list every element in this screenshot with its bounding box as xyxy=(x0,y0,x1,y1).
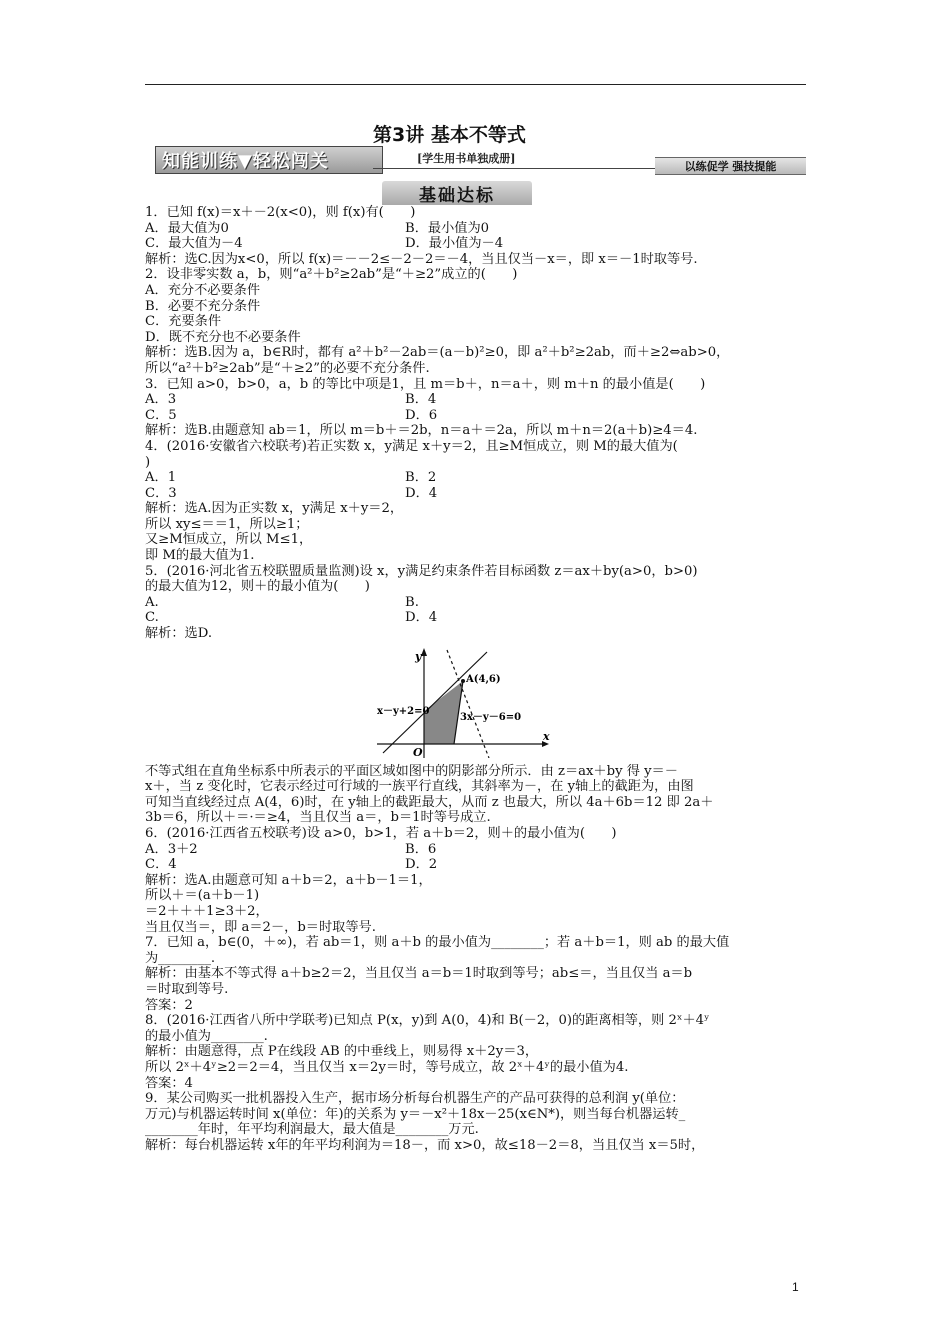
option-text: A．3 xyxy=(145,392,177,408)
option-text: B．4 xyxy=(405,392,437,408)
text-line: 1．已知 f(x)＝x＋－2(x<0)，则 f(x)有( ) xyxy=(145,205,416,220)
text-line: 4．(2016·安徽省六校联考)若正实数 x，y满足 x＋y＝2，且≥M恒成立，则 M的最大值为( xyxy=(145,438,678,454)
option-row xyxy=(145,236,810,252)
text-line: 解析：由题意得，点 P在线段 AB 的中垂线上，则易得 x＋2y＝3， xyxy=(145,1044,539,1060)
option-text: B．2 xyxy=(405,470,437,486)
text-line: 7．已知 a，b∈(0，＋∞)，若 ab＝1，则 a＋b 的最小值为________；若 a＋b＝1，则 ab 的最大值 xyxy=(145,935,730,951)
text-line: 所以 xy≤＝＝1，所以≥1； xyxy=(145,516,309,532)
text-line: x＋，当 z 变化时，它表示经过可行域的一族平行直线，其斜率为－，在 y轴上的截距为，由图 xyxy=(145,779,694,795)
text-line: 8．(2016·江西省八所中学联考)已知点 P(x，y)到 A(0，4)和 B(－2，0)的距离相等，则 2ˣ＋4ʸ xyxy=(145,1013,710,1029)
option-text: A．1 xyxy=(145,470,177,486)
option-row xyxy=(145,857,810,873)
option-row xyxy=(145,486,810,502)
text-line: 所以“a²＋b²≥2ab”是“＋≥2”的必要不充分条件. xyxy=(145,360,430,376)
lesson-title: 第3讲 基本不等式 xyxy=(373,124,526,146)
text-line: 即 M的最大值为1. xyxy=(145,548,255,564)
point-a-label: A(4,6) xyxy=(466,673,501,685)
text-line: ＝2＋＋＋1≥3＋2， xyxy=(145,903,269,919)
text-line: D．既不充分也不必要条件 xyxy=(145,329,301,345)
option-text: D．2 xyxy=(405,857,438,873)
option-text: D．6 xyxy=(405,407,438,423)
option-text: C．最大值为－4 xyxy=(145,236,243,252)
questions-part-2 xyxy=(145,764,810,1154)
banner-left-label: 知能训练▼轻松闯关 xyxy=(155,146,383,174)
text-line: 为________. xyxy=(145,950,216,966)
text-line: 的最大值为12，则＋的最小值为( ) xyxy=(145,579,370,595)
text-line: 5．(2016·河北省五校联盟质量监测)设 x，y满足约束条件若目标函数 z＝ax＋by(a>0，b>0) xyxy=(145,563,698,579)
questions-part-1 xyxy=(145,205,810,642)
page-number: 1 xyxy=(792,1280,799,1294)
text-line: 不等式组在直角坐标系中所表示的平面区域如图中的阴影部分所示．由 z＝ax＋by 得 y＝－ xyxy=(145,763,678,779)
option-text: D．4 xyxy=(405,485,438,501)
option-row xyxy=(145,221,810,237)
banner-divider xyxy=(373,168,655,169)
text-line: 9．某公司购买一批机器投入生产，据市场分析每台机器生产的产品可获得的总利润 y(单位： xyxy=(145,1091,685,1107)
option-row xyxy=(145,595,810,611)
x-axis-label: x xyxy=(543,729,550,743)
text-line: 答案：4 xyxy=(145,1075,193,1091)
text-line: 又≥M恒成立，所以 M≤1， xyxy=(145,532,313,548)
text-line: 解析：选A.因为正实数 x，y满足 x＋y＝2， xyxy=(145,501,404,517)
text-line: A．充分不必要条件 xyxy=(145,282,261,298)
option-text: A. xyxy=(145,594,159,610)
text-line: ________年时，年平均利润最大，最大值是________万元. xyxy=(145,1122,479,1138)
option-text: D．4 xyxy=(405,610,438,626)
option-text: C．4 xyxy=(145,857,177,873)
text-line: 3．已知 a>0，b>0，a，b 的等比中项是1，且 m＝b＋，n＝a＋，则 m＋n 的最小值是( ) xyxy=(145,376,706,392)
text-line: 解析：选A.由题意可知 a＋b＝2，a＋b－1＝1， xyxy=(145,872,432,888)
line-1-label: x－y+2=0 xyxy=(377,705,430,717)
text-line: C．充要条件 xyxy=(145,314,222,330)
text-line: 2．设非零实数 a，b，则“a²＋b²≥2ab”是“＋≥2”成立的( ) xyxy=(145,267,518,283)
text-line: 可知当直线经过点 A(4，6)时，在 y轴上的截距最大，从而 z 也最大，所以 4a＋6b＝12 即 2a＋ xyxy=(145,794,714,810)
banner-right-label: 以练促学 强技提能 xyxy=(655,157,806,175)
option-text: A．3＋2 xyxy=(145,841,198,857)
option-text: C．5 xyxy=(145,407,177,423)
option-text: B. xyxy=(405,594,419,610)
text-line: 3b＝6，所以＋＝·＝≥4，当且仅当 a＝，b＝1时等号成立. xyxy=(145,810,491,826)
text-line: 解析：选B.因为 a，b∈R时，都有 a²＋b²－2ab＝(a－b)²≥0，即 a²＋b²≥2ab，而＋≥2⇔ab>0， xyxy=(145,345,730,361)
book-note: [学生用书单独成册] xyxy=(417,152,516,165)
text-line: ) xyxy=(145,454,151,470)
text-line: 当且仅当＝，即 a＝2－，b＝时取等号. xyxy=(145,919,376,935)
text-line: 所以＋＝(a＋b－1) xyxy=(145,888,260,904)
text-line: 解析：每台机器运转 x年的年平均利润为＝18－，而 x>0，故≤18－2＝8，当且仅当 x＝5时， xyxy=(145,1137,705,1153)
text-line: 解析：选B.由题意知 ab＝1，所以 m＝b＋＝2b，n＝a＋＝2a，所以 m＋n＝2(a＋b)≥4＝4. xyxy=(145,423,698,439)
lesson-banner xyxy=(145,120,806,182)
option-text: D．最小值为－4 xyxy=(405,236,504,252)
text-line: 解析：选D. xyxy=(145,626,213,642)
option-row xyxy=(145,408,810,424)
top-rule xyxy=(145,84,806,85)
option-row xyxy=(145,392,810,408)
text-line: 解析：由基本不等式得 a＋b≥2＝2，当且仅当 a＝b＝1时取到等号；ab≤＝，当且仅当 a＝b xyxy=(145,966,693,982)
document-body xyxy=(145,205,810,1153)
text-line: ＝时取到等号. xyxy=(145,981,229,997)
shaded-region xyxy=(424,681,463,744)
text-line: 6．(2016·江西省五校联考)设 a>0，b>1，若 a＋b＝2，则＋的最小值为( ) xyxy=(145,826,617,841)
y-axis-label: y xyxy=(415,649,422,663)
text-line: 万元)与机器运转时间 x(单位：年)的关系为 y＝－x²＋18x－25(x∈N*)，则当每台机器运转_ xyxy=(145,1106,686,1122)
feasible-region-figure xyxy=(377,648,557,758)
option-text: C. xyxy=(145,610,159,626)
origin-label: O xyxy=(413,745,423,758)
text-line: 答案：2 xyxy=(145,997,207,1013)
option-text: A．最大值为0 xyxy=(145,220,229,236)
option-text: B．6 xyxy=(405,841,437,857)
line-2-label: 3x－y－6=0 xyxy=(460,711,522,723)
text-line: B．必要不充分条件 xyxy=(145,298,261,314)
option-text: C．3 xyxy=(145,485,177,501)
option-row xyxy=(145,610,810,626)
option-text: B．最小值为0 xyxy=(405,220,490,236)
point-a xyxy=(461,679,465,683)
y-axis-arrow xyxy=(421,648,427,656)
section-title: 基础达标 xyxy=(382,181,532,205)
option-row xyxy=(145,470,810,486)
text-line: 所以 2ˣ＋4ʸ≥2＝2＝4，当且仅当 x＝2y＝时，等号成立，故 2ˣ＋4ʸ的最小值为4. xyxy=(145,1059,629,1075)
text-line: 解析：选C.因为x<0，所以 f(x)＝－－2≤－2－2＝－4，当且仅当－x＝，即 x＝－1时取等号. xyxy=(145,251,698,267)
text-line: 的最小值为________. xyxy=(145,1028,268,1044)
option-row xyxy=(145,842,810,858)
